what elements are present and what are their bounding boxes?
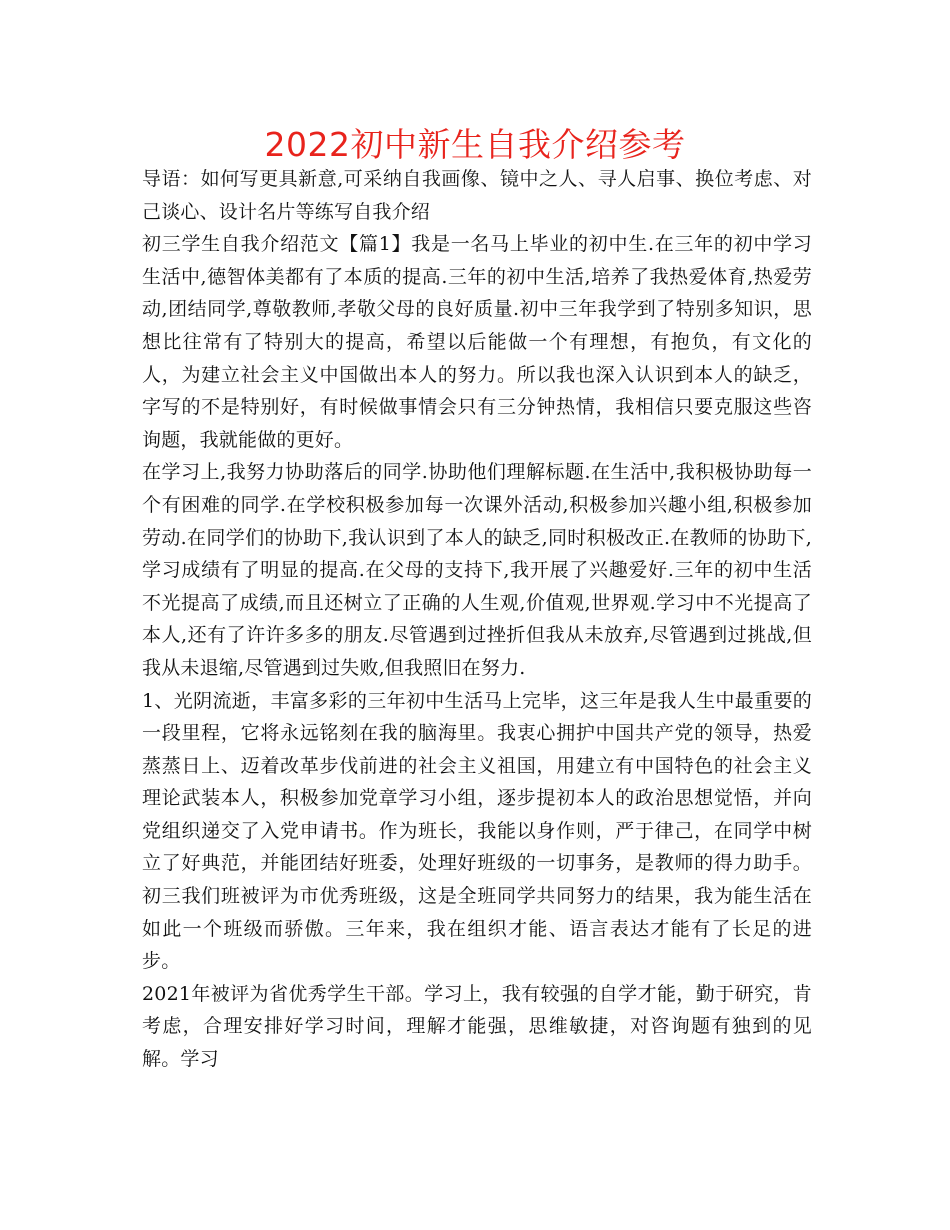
essay-paragraph-1: 初三学生自我介绍范文【篇1】我是一名马上毕业的初中生.在三年的初中学习生活中,德智体美都有了本质的提高.三年的初中生活,培养了我热爱体育,热爱劳动,团结同学,尊敬教师,孝敬父母的良好质量.初中三年我学到了特别多知识，思想比往常有了特别大的提高，希望以后能做一个有理想，有抱负，有文化的人，为建立社会主义中国做出本人的努力。所以我也深入认识到本人的缺乏，字写的不是特别好，有时候做事情会只有三分钟热情，我相信只要克服这些咨询题，我就能做的更好。 bbox=[142, 233, 812, 451]
intro-paragraph: 导语：如何写更具新意,可采纳自我画像、镜中之人、寻人启事、换位考虑、对己谈心、设计名片等练写自我介绍 bbox=[142, 168, 812, 223]
document-body bbox=[142, 163, 812, 1076]
document-title: 2022初中新生自我介绍参考 bbox=[264, 125, 686, 164]
essay-paragraph-4: 2021年被评为省优秀学生干部。学习上，我有较强的自学才能，勤于研究，肯考虑，合理安排好学习时间，理解才能强，思维敏捷，对咨询题有独到的见解。学习 bbox=[142, 982, 812, 1071]
essay-paragraph-2: 在学习上,我努力协助落后的同学.协助他们理解标题.在生活中,我积极协助每一个有困难的同学.在学校积极参加每一次课外活动,积极参加兴趣小组,积极参加劳动.在同学们的协助下,我认识到了本人的缺乏,同时积极改正.在教师的协助下,学习成绩有了明显的提高.在父母的支持下,我开展了兴趣爱好.三年的初中生活不光提高了成绩,而且还树立了正确的人生观,价值观,世界观.学习中不光提高了本人,还有了许许多多的朋友.尽管遇到过挫折但我从未放弃,尽管遇到过挑战,但我从未退缩,尽管遇到过失败,但我照旧在努力. bbox=[142, 461, 812, 679]
essay-paragraph-3: 1、光阴流逝，丰富多彩的三年初中生活马上完毕，这三年是我人生中最重要的一段里程，它将永远铭刻在我的脑海里。我衷心拥护中国共产党的领导，热爱蒸蒸日上、迈着改革步伐前进的社会主义祖国，用建立有中国特色的社会主义理论武装本人，积极参加党章学习小组，逐步提初本人的政治思想觉悟，并向党组织递交了入党申请书。作为班长，我能以身作则，严于律己，在同学中树立了好典范，并能团结好班委，处理好班级的一切事务，是教师的得力助手。初三我们班被评为市优秀班级，这是全班同学共同努力的结果，我为能生活在如此一个班级而骄傲。三年来，我在组织才能、语言表达才能有了长足的进步。 bbox=[142, 689, 812, 973]
